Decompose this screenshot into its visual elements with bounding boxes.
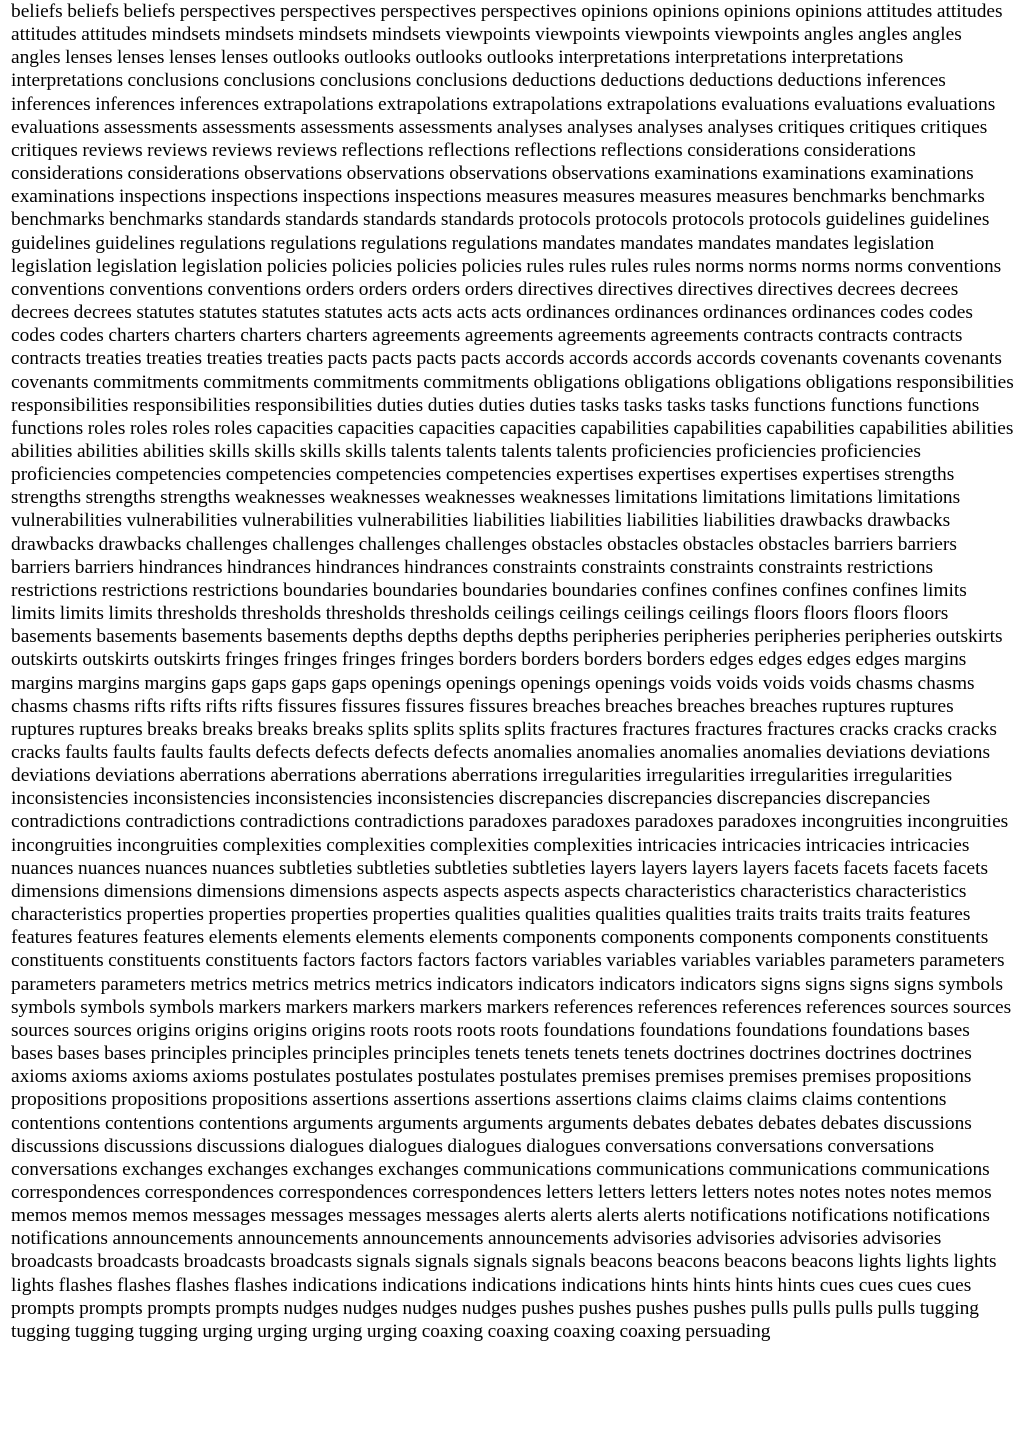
body-text: beliefs beliefs beliefs perspectives perspectives perspectives perspectives opinions opinions opinions opinions attitudes attitudes attitudes attitudes mindsets mindsets mindsets mindsets viewpoints viewpoints viewpoints viewpoints angles angles angles angles lenses lenses lenses lenses outlooks outlooks outlooks outlooks interpretations interpretations interpretations interpretations conclusions conclusions conclusions conclusions deductions deductions deductions deductions inferences inferences inferences inferences extrapolations extrapolations extrapolations extrapolations evaluations evaluations evaluations evaluations assessments assessments assessments assessments analyses analyses analyses analyses critiques critiques critiques critiques reviews reviews reviews reviews reflections reflections reflections reflections considerations considerations considerations considerations observations observations observations observations examinations examinations examinations examinations inspections inspections inspections inspections measures measures measures measures benchmarks benchmarks benchmarks benchmarks standards standards standards standards protocols protocols protocols protocols guidelines guidelines guidelines guidelines regulations regulations regulations regulations mandates mandates mandates mandates legislation legislation legislation legislation policies policies policies policies rules rules rules rules norms norms norms norms conventions conventions conventions conventions orders orders orders orders directives directives directives directives decrees decrees decrees decrees statutes statutes statutes statutes acts acts acts acts ordinances ordinances ordinances ordinances codes codes codes codes charters charters charters charters agreements agreements agreements agreements contracts contracts contracts contracts treaties treaties treaties treaties pacts pacts pacts pacts accords accords accords accords covenants covenants covenants covenants commitments commitments commitments commitments obligations obligations obligations obligations responsibilities responsibilities responsibilities responsibilities duties duties duties duties tasks tasks tasks tasks functions functions functions functions roles roles roles roles capacities capacities capacities capacities capabilities capabilities capabilities capabilities abilities abilities abilities abilities skills skills skills skills talents talents talents talents proficiencies proficiencies proficiencies proficiencies competencies competencies competencies competencies expertises expertises expertises expertises strengths strengths strengths strengths weaknesses weaknesses weaknesses weaknesses limitations limitations limitations limitations vulnerabilities vulnerabilities vulnerabilities vulnerabilities liabilities liabilities liabilities liabilities drawbacks drawbacks drawbacks drawbacks challenges challenges challenges challenges obstacles obstacles obstacles obstacles barriers barriers barriers barriers hindrances hindrances hindrances hindrances constraints constraints constraints constraints restrictions restrictions restrictions restrictions boundaries boundaries boundaries boundaries confines confines confines confines limits limits limits limits thresholds thresholds thresholds thresholds ceilings ceilings ceilings ceilings floors floors floors floors basements basements basements basements depths depths depths depths peripheries peripheries peripheries peripheries outskirts outskirts outskirts outskirts fringes fringes fringes fringes borders borders borders borders edges edges edges edges margins margins margins margins gaps gaps gaps gaps openings openings openings openings voids voids voids voids chasms chasms chasms chasms rifts rifts rifts rifts fissures fissures fissures fissures breaches breaches breaches breaches ruptures ruptures ruptures ruptures breaks breaks breaks breaks splits splits splits splits fractures fractures fractures fractures cracks cracks cracks cracks faults faults faults faults defects defects defects defects anomalies anomalies anomalies anomalies deviations deviations deviations deviations aberrations aberrations aberrations aberrations irregularities irregularities irregularities irregularities inconsistencies inconsistencies inconsistencies inconsistencies discrepancies discrepancies discrepancies discrepancies contradictions contradictions contradictions contradictions paradoxes paradoxes paradoxes paradoxes incongruities incongruities incongruities incongruities complexities complexities complexities complexities intricacies intricacies intricacies intricacies nuances nuances nuances nuances subtleties subtleties subtleties subtleties layers layers layers layers facets facets facets facets dimensions dimensions dimensions dimensions aspects aspects aspects aspects characteristics characteristics characteristics characteristics properties properties properties properties qualities qualities qualities qualities traits traits traits traits features features features features elements elements elements elements components components components components constituents constituents constituents constituents factors factors factors factors variables variables variables variables parameters parameters parameters parameters metrics metrics metrics metrics indicators indicators indicators indicators signs signs signs signs symbols symbols symbols symbols markers markers markers markers markers references references references references sources sources sources sources origins origins origins origins roots roots roots roots foundations foundations foundations foundations bases bases bases bases principles principles principles principles tenets tenets tenets tenets doctrines doctrines doctrines doctrines axioms axioms axioms axioms postulates postulates postulates postulates premises premises premises premises propositions propositions propositions propositions assertions assertions assertions assertions claims claims claims claims contentions contentions contentions contentions arguments arguments arguments arguments debates debates debates debates discussions discussions discussions discussions dialogues dialogues dialogues dialogues conversations conversations conversations conversations exchanges exchanges exchanges exchanges communications communications communications communications correspondences correspondences correspondences correspondences letters letters letters letters notes notes notes notes memos memos memos memos messages messages messages messages alerts alerts alerts alerts notifications notifications notifications notifications announcements announcements announcements announcements advisories advisories advisories advisories broadcasts broadcasts broadcasts broadcasts signals signals signals signals beacons beacons beacons beacons lights lights lights lights flashes flashes flashes flashes indications indications indications indications hints hints hints hints cues cues cues cues prompts prompts prompts prompts nudges nudges nudges nudges pushes pushes pushes pushes pulls pulls pulls pulls tugging tugging tugging tugging urging urging urging urging coaxing coaxing coaxing coaxing persuading <box>11 1 1014 1342</box>
